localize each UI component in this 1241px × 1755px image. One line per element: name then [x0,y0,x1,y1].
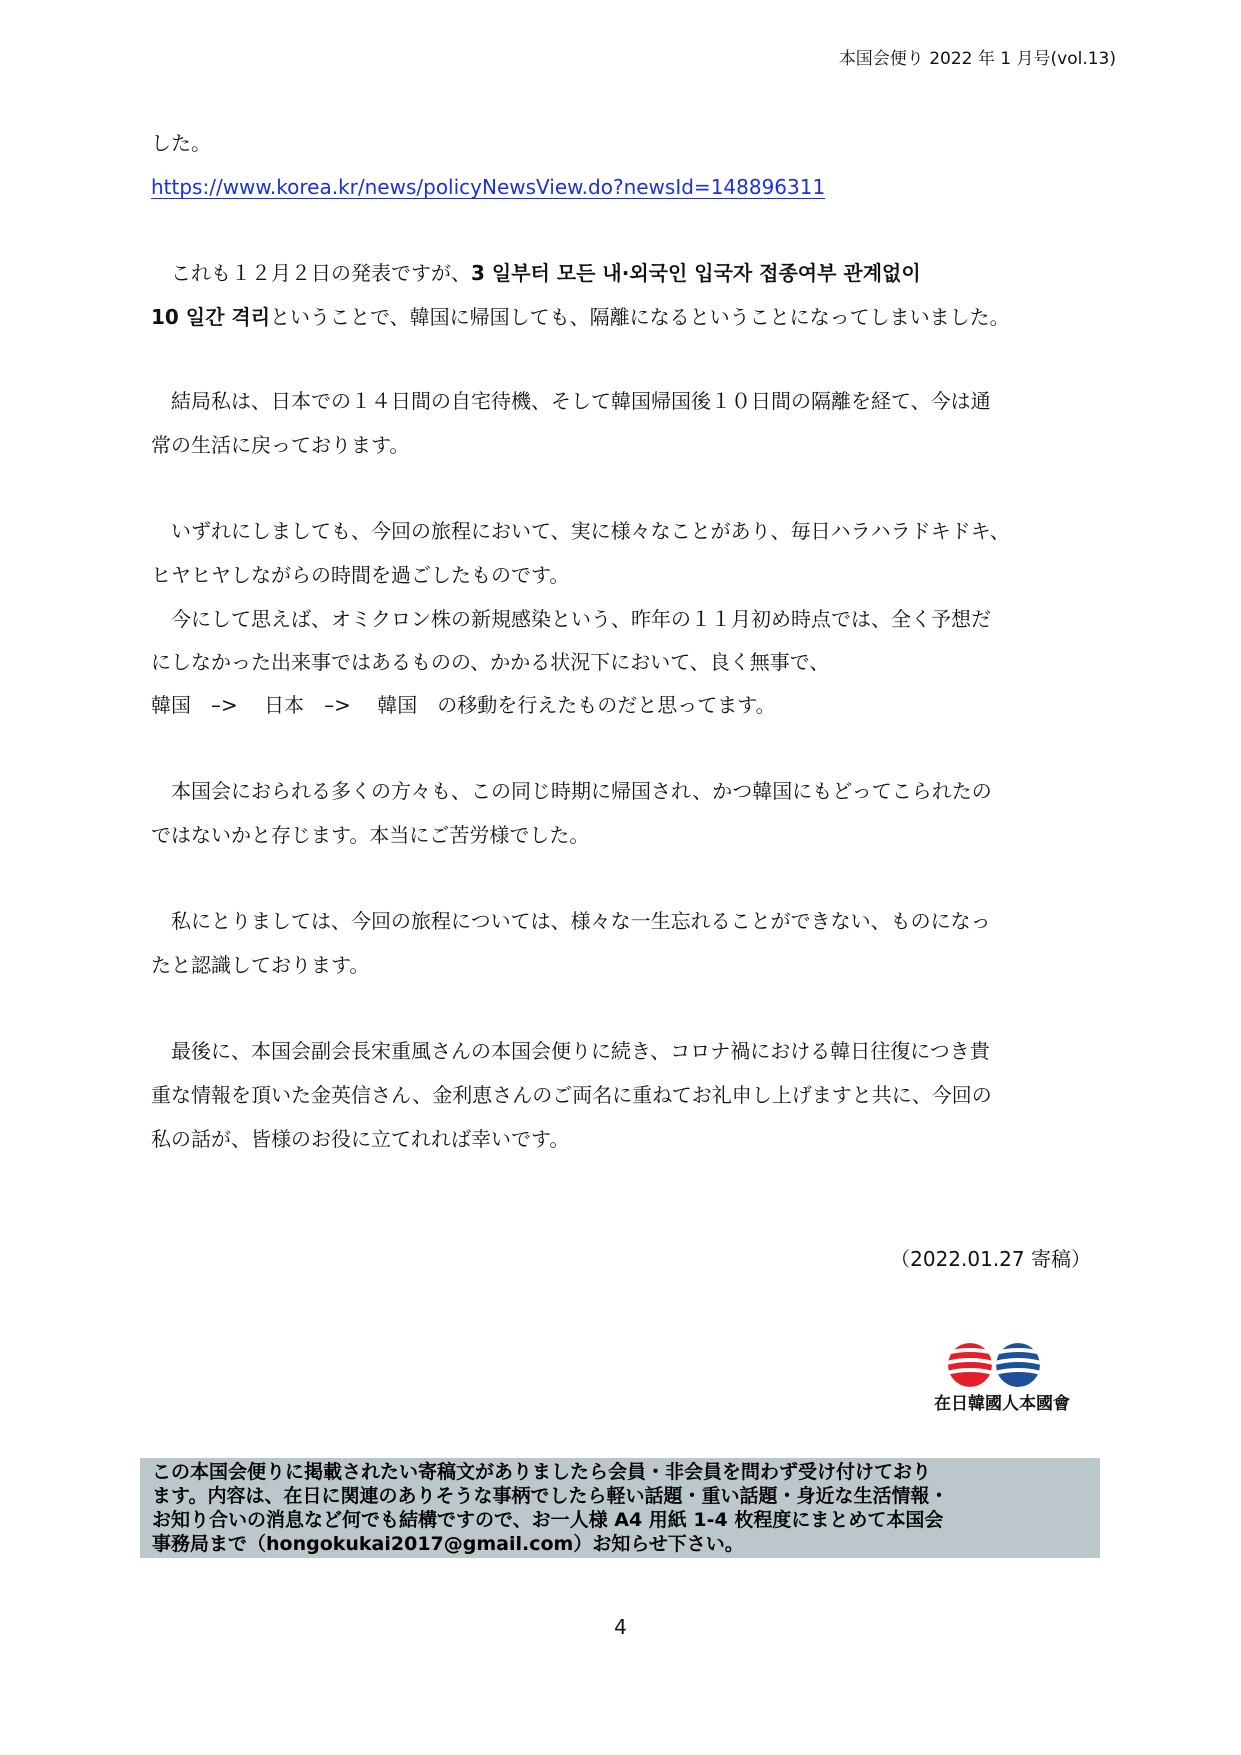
body-line: いずれにしましても、今回の旅程において、実に様々なことがあり、毎日ハラハラドキドキ、 [151,519,1010,543]
korean-quote: 10 일간 격리 [151,305,271,329]
blue-circle-icon [988,1343,1048,1387]
body-text: これも１２月２日の発表ですが、 [151,261,471,285]
notice-line: お知り合いの消息など何でも結構ですので、お一人様 A4 用紙 1-4 枚程度にまとめて本国会 [152,1509,944,1531]
body-line: 本国会におられる多くの方々も、この同じ時期に帰国され、かつ韓国にもどってこられたの [151,779,992,803]
body-line [151,258,921,288]
korean-quote: 3 일부터 모든 내·외국인 입국자 접종여부 관계없이 [471,261,921,285]
body-line: した。 [151,131,211,155]
body-line: 韓国 –> 日本 –> 韓国 の移動を行えたものだと思ってます。 [151,693,776,717]
body-text: ということで、韓国に帰国しても、隔離になるということになってしまいました。 [270,305,1010,329]
body-line: 重な情報を頂いた金英信さん、金利恵さんのご両名に重ねてお礼申し上げますと共に、今回の [151,1083,992,1107]
body-line: たと認識しております。 [151,953,370,977]
newsletter-header: 本国会便り 2022 年 1 月号(vol.13) [838,49,1116,69]
body-line: 私にとりましては、今回の旅程については、様々な一生忘れることができない、ものになっ [151,909,991,933]
body-line: 私の話が、皆様のお役に立てれれば幸いです。 [151,1127,570,1151]
body-line: 常の生活に戻っております。 [151,433,410,457]
body-line: 結局私は、日本での１４日間の自宅待機、そして韓国帰国後１０日間の隔離を経て、今は通 [151,389,991,413]
body-line: ヒヤヒヤしながらの時間を過ごしたものです。 [151,563,570,587]
submission-date: （2022.01.27 寄稿） [890,1247,1091,1271]
page-number: 4 [614,1615,627,1639]
news-link[interactable]: https://www.korea.kr/news/policyNewsView.do?newsId=148896311 [151,175,826,199]
body-line [151,302,1010,332]
notice-line: ます。内容は、在日に関連のありそうな事柄でしたら軽い話題・重い話題・身近な生活情報・ [152,1485,949,1507]
notice-line: この本国会便りに掲載されたい寄稿文がありましたら会員・非会員を問わず受け付けており [152,1461,932,1483]
body-line: 今にして思えば、オミクロン株の新規感染という、昨年の１１月初め時点では、全く予想だ [151,607,991,631]
body-line: にしなかった出来事ではあるものの、かかる状況下において、良く無事で、 [151,650,830,674]
organization-name: 在日韓國人本國會 [934,1394,1070,1414]
body-line: ではないかと存じます。本当にご苦労様でした。 [151,823,590,847]
red-circle-icon [940,1343,1000,1387]
submission-notice [140,1458,1100,1558]
body-line: 最後に、本国会副会長宋重風さんの本国会便りに続き、コロナ禍における韓日往復につき貴 [151,1039,990,1063]
notice-line: 事務局まで（hongokukai2017@gmail.com）お知らせ下さい。 [152,1533,744,1555]
